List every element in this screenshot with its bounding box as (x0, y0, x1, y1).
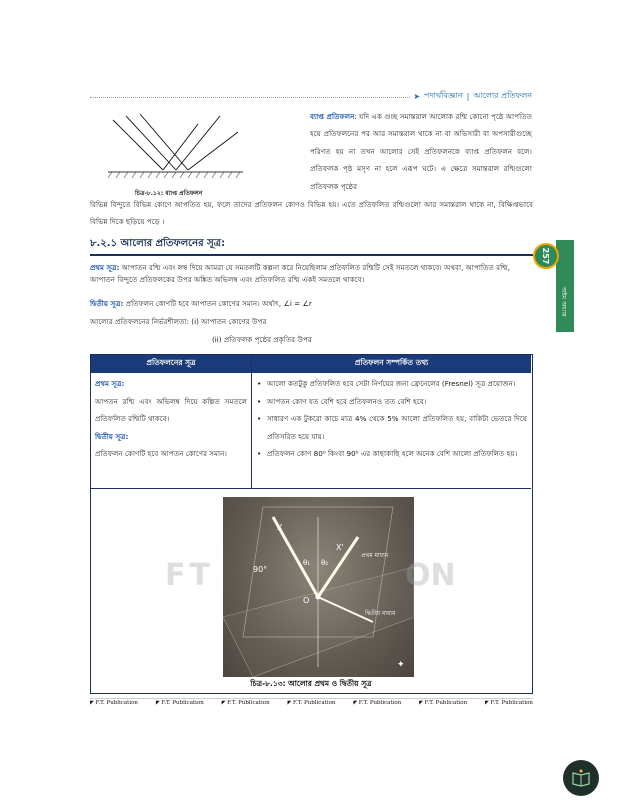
term-diffuse-reflection: ব্যাপ্ত প্রতিফলন (310, 112, 355, 121)
label-x-prime: X' (336, 543, 344, 552)
arrow-icon: ➤ (413, 92, 421, 101)
footer-item: ◤ F.T. Publication (156, 700, 204, 708)
first-law-text: আপাতন রশ্মি এবং লম্ব দিয়ে আমরা যে সমতলটি কল্পনা করে নিয়েছিলাম প্রতিফলিত রশ্মিটি সেই সমতলে থাকবে। অথবা, আপাতিত রশ্মি, আপাতন বিন্দুতে প্রতিফলকের উপর অঙ্কিত অভিলম্ব এবং প্রতিফলিত রশ্মি একই সমতলে থাকবে। (90, 263, 511, 284)
chapter-tab: অষ্টম অধ্যায় (557, 272, 569, 332)
reflection-laws-table (90, 354, 533, 694)
second-law-label: দ্বিতীয় সূত্র: (90, 299, 124, 308)
page-number-badge: 257 (533, 243, 559, 269)
label-right-angle: 90° (253, 565, 268, 574)
column-divider (251, 355, 252, 488)
header-separator: | (466, 92, 470, 101)
sparkle-icon: ✦ (397, 660, 405, 670)
reflection-photo-drawing (223, 497, 414, 677)
row-divider (91, 488, 531, 489)
list-item: • প্রতিফলন কোণ 80⁰ কিংবা 90⁰ এর কাছাকাছি হলে অনেক বেশি আলো প্রতিফলিত হয়। (257, 445, 527, 463)
footer-item: ◤ F.T. Publication (419, 700, 467, 708)
table-header-laws: প্রতিফলনের সূত্র (91, 355, 251, 373)
figure-caption: চিত্র-৮.১২: ব্যাপ্ত প্রতিফলন (135, 190, 203, 197)
first-law-label: প্রথম সূত্র: (90, 263, 120, 272)
laws-cell (95, 375, 247, 463)
label-theta2: θ₂ (321, 559, 329, 567)
info-list (257, 375, 527, 463)
book-icon (570, 767, 592, 789)
running-header (413, 90, 532, 103)
dependency-line-2: (ii) প্রতিফলক পৃষ্ঠের প্রকৃতির উপর (212, 335, 312, 344)
list-item: • সাধারণ এক টুকরো কাচে মাত্র 4% থেকে 5% আলো প্রতিফলিত হয়, বাকিটা ভেতরে দিয়ে প্রতিসরিত হয়ে যায়। (257, 410, 527, 445)
second-law (90, 298, 533, 310)
table-second-law-label: দ্বিতীয় সূত্র: (95, 431, 129, 441)
watermark-right: ON (405, 558, 456, 593)
section-heading: ৮.২.১ আলোর প্রতিফলনের সূত্র: (90, 236, 533, 256)
header-dotted-line (90, 97, 410, 98)
header-chapter: আলোর প্রতিফলন (473, 91, 532, 100)
paragraph-text: : যদি এক গুচ্ছ সমান্তরাল আলোক রশ্মি কোনো পৃষ্ঠে আপতিত হয়ে প্রতিফলনের পর আর সমান্তরাল থাকে না বা অভিসারী বা অপসারীগুচ্ছে পরিণত হয় না তখন আলোর সেই প্রতিফলনকে ব্যাপ্ত প্রতিফলন বলে। প্রতিফলক পৃষ্ঠ মসৃণ না হলে এরূপ ঘটে। এ ক্ষেত্রে সমান্তরাল রশ্মিগুলো প্রতিফলক পৃষ্ঠের (310, 112, 533, 191)
first-law (90, 262, 533, 286)
label-x: X (277, 523, 283, 532)
label-origin: O (303, 596, 310, 605)
footer-item: ◤ F.T. Publication (222, 700, 270, 708)
label-medium1: প্রথম মাধ্যম (361, 552, 389, 559)
dependency-line-1: আলোর প্রতিফলনের নির্ভরশীলতা: (i) আপাতন কোণের উপর (90, 317, 267, 326)
label-theta1: θ₁ (303, 559, 311, 567)
diffuse-reflection-paragraph (310, 108, 532, 195)
footer (90, 698, 533, 708)
table-first-law-label: প্রথম সূত্র: (95, 379, 125, 388)
diffuse-reflection-figure (108, 112, 248, 192)
reflection-photo (223, 497, 414, 677)
second-law-text: প্রতিফলন কোণটি হবে আপাতন কোণের সমান। অর্থাৎ, ∠i = ∠r (123, 299, 312, 308)
table-header-info: প্রতিফলন সম্পর্কিত তথ্য (252, 355, 531, 373)
footer-item: ◤ F.T. Publication (353, 700, 401, 708)
label-medium2: দ্বিতীয় মাধ্যম (365, 610, 396, 617)
publisher-logo (563, 760, 599, 796)
continuation-paragraph: বিভিন্ন বিন্দুতে বিভিন্ন কোণে আপতিত হয়, ফলে তাদের প্রতিফলন কোণও বিভিন্ন হয়। এতে প্রতিফলিত রশ্মিগুলো আর সমান্তরাল থাকে না, বিক্ষিপ্তভাবে বিভিন্ন দিকে ছড়িয়ে পড়ে । (90, 200, 533, 226)
photo-caption: চিত্র-৮.১৩: আলোর প্রথম ও দ্বিতীয় সূত্র (250, 679, 372, 688)
footer-item: ◤ F.T. Publication (90, 700, 138, 708)
list-item: • আপতন কোণ যত বেশি হবে প্রতিফলনও তত বেশি হবে। (257, 393, 527, 411)
table-second-law-text: প্রতিফলন কোণটি হবে আপতন কোণের সমান। (95, 449, 227, 458)
footer-item: ◤ F.T. Publication (485, 700, 533, 708)
table-first-law-text: আপতন রশ্মি এবং অভিলম্ব দিয়ে কল্পিত সমতলে প্রতিফলিত রশ্মিটি থাকবে। (95, 396, 247, 423)
header-subject: পদার্থবিজ্ঞান (424, 91, 463, 100)
footer-item: ◤ F.T. Publication (287, 700, 335, 708)
watermark-left: FT (165, 558, 214, 593)
list-item: • আলো কতটুকু প্রতিফলিত হবে সেটা নির্ণয়ের জন্য ফ্রেনেলের (Fresnel) সূত্র প্রয়োজন। (257, 375, 527, 393)
